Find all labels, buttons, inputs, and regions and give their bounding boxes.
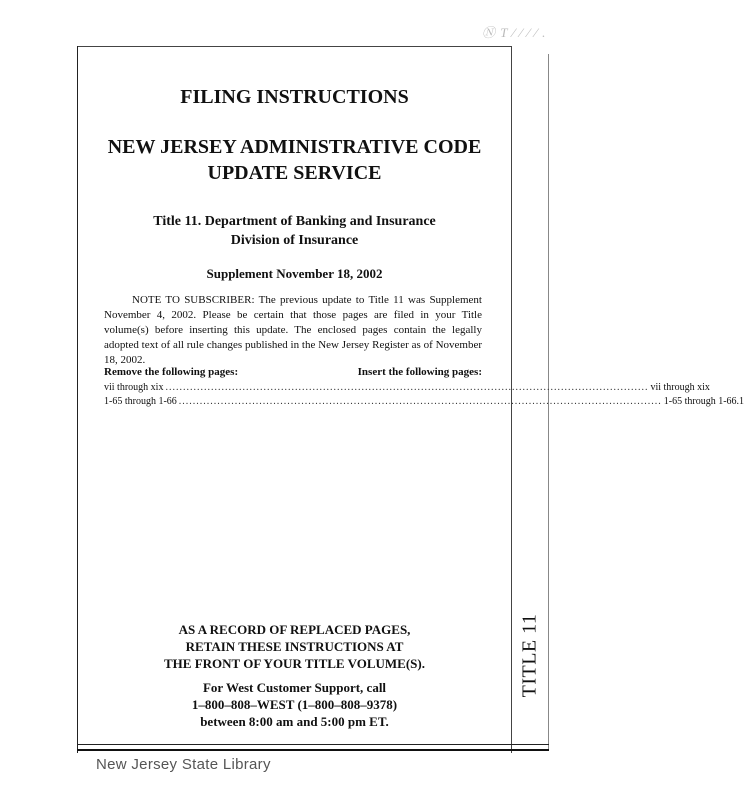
retain-notice [78, 621, 511, 672]
spine-label-text: TITLE 11 [518, 613, 541, 697]
code-title [78, 134, 511, 186]
remove-pages-label: Remove the following pages: [104, 366, 239, 378]
page-title: FILING INSTRUCTIONS [180, 86, 409, 108]
retain-line3: THE FRONT OF YOUR TITLE VOLUME(S). [164, 656, 425, 671]
remove-pages-value: vii through xix [104, 382, 164, 393]
title-heading [78, 212, 511, 250]
spine-label [514, 595, 546, 715]
title-heading-line1: Title 11. Department of Banking and Insurance [153, 214, 436, 229]
support-line2: 1–800–808–WEST (1–800–808–9378) [191, 697, 398, 712]
library-stamp: New Jersey State Library [96, 756, 271, 773]
frame-bottom-rule [77, 744, 549, 745]
scan-mark: Ⓝ T ⁄ ⁄ ⁄ ⁄ . [482, 25, 547, 40]
remove-pages-value: 1-65 through 1-66 [104, 396, 177, 407]
retain-line1: AS A RECORD OF REPLACED PAGES, [178, 622, 411, 637]
code-title-line2: UPDATE SERVICE [207, 162, 382, 184]
insert-pages-label: Insert the following pages: [357, 366, 482, 378]
retain-line2: RETAIN THESE INSTRUCTIONS AT [185, 639, 404, 654]
frame-bottom-rule-thick [77, 749, 549, 751]
subscriber-note: NOTE TO SUBSCRIBER: The previous update to Title 11 was Supplement November 4, 2002. Please be certain that those pages are filed in your Title volume(s) before inserting this update. The enclosed pages contain the legally adopted text of all rule changes published in the New Jersey Register as of November 18, 2002. [104, 294, 482, 366]
frame-top-rule [77, 46, 511, 47]
pages-row [104, 396, 744, 407]
leader-dots: .......................................................................................................................................... [165, 382, 649, 393]
leader-dots: .......................................................................................................................................... [178, 396, 662, 407]
customer-support [78, 679, 511, 730]
insert-pages-value: vii through xix [650, 382, 710, 393]
support-line3: between 8:00 am and 5:00 pm ET. [200, 714, 389, 729]
title-heading-line2: Division of Insurance [230, 233, 359, 248]
pages-row [104, 382, 710, 393]
supplement-date: Supplement November 18, 2002 [206, 266, 383, 281]
code-title-line1: NEW JERSEY ADMINISTRATIVE CODE [107, 136, 482, 158]
insert-pages-value: 1-65 through 1-66.1 [663, 396, 744, 407]
support-line1: For West Customer Support, call [202, 680, 387, 695]
pages-header [104, 366, 482, 378]
